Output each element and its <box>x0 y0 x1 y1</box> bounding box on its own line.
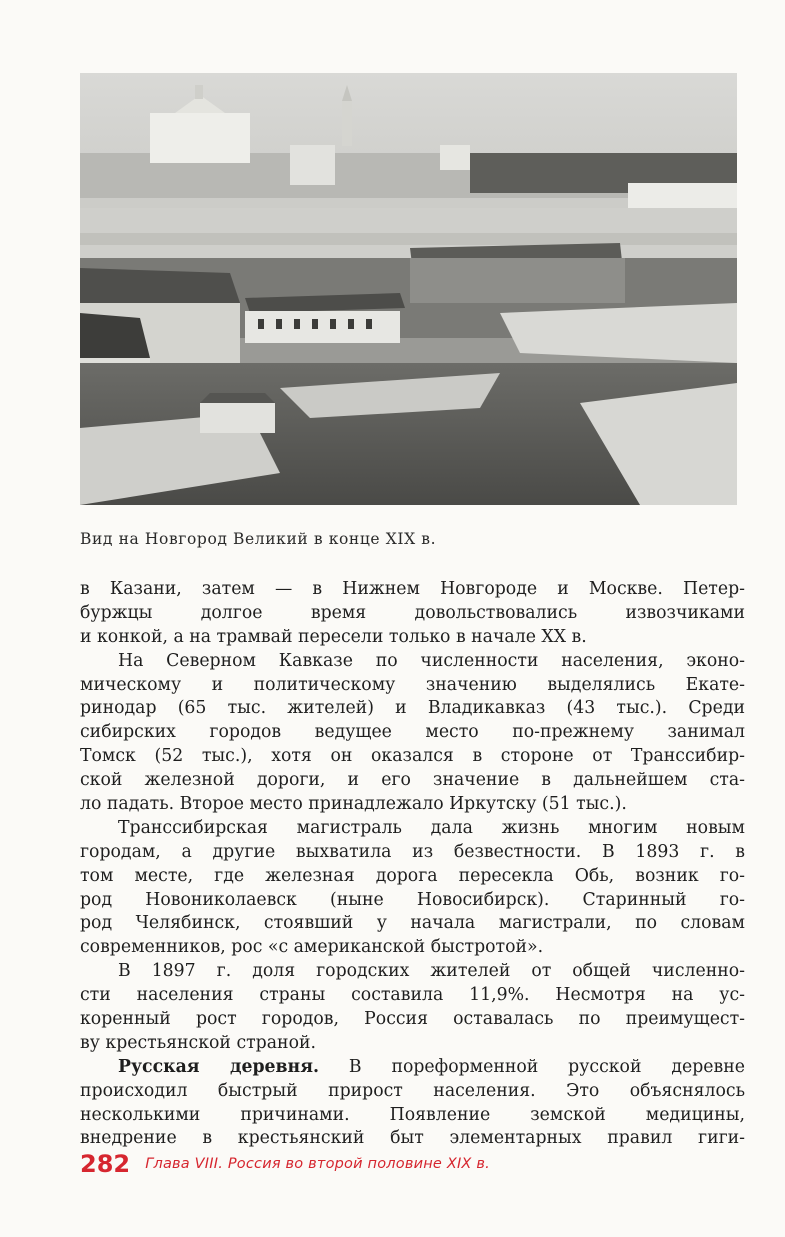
text-line: мическому и политическому значению выделялись Екате- <box>80 674 745 695</box>
page-number: 282 <box>80 1150 131 1178</box>
text-line: современников, рос «с американской быстротой». <box>80 937 544 958</box>
text-line: несколькими причинами. Появление земской медицины, <box>80 1104 745 1125</box>
text-line: сти населения страны составила 11,9%. Несмотря на ус- <box>80 985 745 1006</box>
text-line: Томск (52 тыс.), хотя он оказался в стороне от Транссибир- <box>80 746 745 767</box>
text-line: внедрение в крестьянский быт элементарных правил гиги- <box>80 1128 745 1149</box>
running-head: Глава VIII. Россия во второй половине XIX в. <box>145 1156 490 1172</box>
text-line: и конкой, а на трамвай пересели только в начале XX в. <box>80 626 587 647</box>
photo-caption: Вид на Новгород Великий в конце XIX в. <box>80 530 437 548</box>
text-line: ринодар (65 тыс. жителей) и Владикавказ (43 тыс.). Среди <box>80 698 745 719</box>
text-line: городам, а другие выхватила из безвестности. В 1893 г. в <box>80 841 745 862</box>
text-line: буржцы долгое время довольствовались извозчиками <box>80 602 745 623</box>
text-line: Транссибирская магистраль дала жизнь многим новым <box>118 817 745 838</box>
text-line: том месте, где железная дорога пересекла Обь, возник го- <box>80 865 745 886</box>
text-line: ло падать. Второе место принадлежало Иркутску (51 тыс.). <box>80 794 627 815</box>
text-span: В пореформенной русской деревне <box>318 1056 745 1077</box>
text-line: сибирских городов ведущее место по-прежнему занимал <box>80 722 745 743</box>
text-line <box>80 1056 745 1080</box>
page-footer <box>80 1150 740 1182</box>
text-line: происходил быстрый прирост населения. Это объяснялось <box>80 1080 745 1101</box>
text-line: ву крестьянской страной. <box>80 1032 316 1053</box>
novgorod-photo <box>80 73 737 505</box>
text-line: ской железной дороги, и его значение в дальнейшем ста- <box>80 770 745 791</box>
text-line: в Казани, затем — в Нижнем Новгороде и Москве. Петер- <box>80 579 745 599</box>
text-line: род Новониколаевск (ныне Новосибирск). Старинный го- <box>80 889 745 910</box>
text-line: коренный рост городов, Россия оставалась по преимущест- <box>80 1009 745 1030</box>
body-text <box>80 578 745 1151</box>
text-line: род Челябинск, стоявший у начала магистрали, по словам <box>80 913 745 934</box>
section-heading: Русская деревня. <box>118 1056 319 1077</box>
text-line: На Северном Кавказе по численности населения, эконо- <box>118 650 745 671</box>
text-line: В 1897 г. доля городских жителей от общей численно- <box>118 961 745 982</box>
